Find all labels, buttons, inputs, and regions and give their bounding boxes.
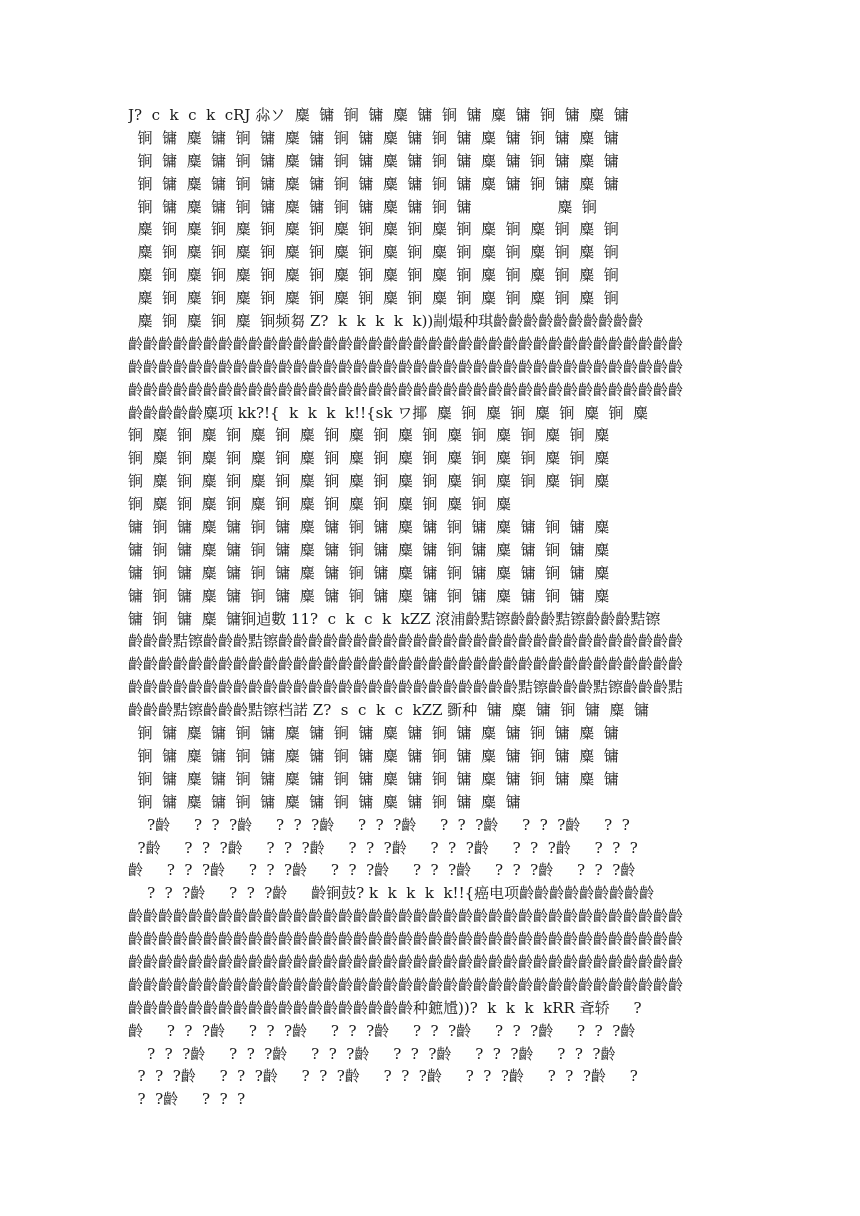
- text-line: 齡 ? ? ?齡 ? ? ?齡 ? ? ?齡 ? ? ?齡 ? ? ?齡 ? ? ?齡: [128, 861, 636, 880]
- text-line: 麋 锏 麋 锏 麋 锏 麋 锏 麋 锏 麋 锏 麋 锏 麋 锏 麋 锏 麋 锏: [128, 266, 619, 285]
- text-line: 齡齡齡齡齡齡齡齡齡齡齡齡齡齡齡齡齡齡齡齡齡齡齡齡齡齡齡齡齡齡齡齡齡齡齡齡齡: [128, 380, 684, 399]
- text-line: 齡齡齡齡齡齡齡齡齡齡齡齡齡齡齡齡齡齡齡齡齡齡齡齡齡齡齡齡齡齡齡齡齡齡齡齡齡: [128, 334, 684, 353]
- text-line: 麋 锏 麋 锏 麋 锏频芻 Z? k k k k k))剬熶种琪齡齡齡齡齡齡齡齡齡齡: [128, 312, 644, 331]
- text-line: ? ? ?齡 ? ? ?齡 齡锏鼓? k k k k k!!{癌电项齡齡齡齡齡齡齡齡齡: [128, 884, 655, 903]
- text-line: 锏 镛 麋 镛 锏 镛 麋 镛 锏 镛 麋 镛 锏 镛 麋 镛 锏 镛 麋 镛: [128, 128, 619, 147]
- text-line: ?齡 ? ? ?齡 ? ? ?齡 ? ? ?齡 ? ? ?齡 ? ? ?齡 ? ?: [128, 815, 630, 834]
- text-line: 镛 锏 镛 麋 镛 锏 镛 麋 镛 锏 镛 麋 镛 锏 镛 麋 镛 锏 镛 麋: [128, 518, 610, 537]
- garbled-text-block: [128, 104, 736, 1111]
- text-line: 锏 镛 麋 镛 锏 镛 麋 镛 锏 镛 麋 镛 锏 镛 麋 镛: [128, 792, 521, 811]
- text-line: 锏 镛 麋 镛 锏 镛 麋 镛 锏 镛 麋 镛 锏 镛 麋 镛 锏 镛 麋 镛: [128, 769, 619, 788]
- text-line: 齡齡齡齡齡麋项 kk?!{ k k k k!!{sk ワ揶 麋 锏 麋 锏 麋 锏 麋 锏 麋: [128, 403, 649, 422]
- text-line: 齡齡齡齡齡齡齡齡齡齡齡齡齡齡齡齡齡齡齡齡齡齡齡齡齡齡齡齡齡齡齡齡齡齡齡齡齡: [128, 930, 684, 949]
- text-line: 锏 麋 锏 麋 锏 麋 锏 麋 锏 麋 锏 麋 锏 麋 锏 麋 锏 麋 锏 麋: [128, 426, 610, 445]
- text-line: 锏 麋 锏 麋 锏 麋 锏 麋 锏 麋 锏 麋 锏 麋 锏 麋 锏 麋 锏 麋: [128, 472, 610, 491]
- text-line: 齡齡齡齡齡齡齡齡齡齡齡齡齡齡齡齡齡齡齡齡齡齡齡齡齡齡齡齡齡齡齡齡齡齡齡齡齡: [128, 357, 684, 376]
- text-line: 齡齡齡齡齡齡齡齡齡齡齡齡齡齡齡齡齡齡齡齡齡齡齡齡齡齡齡齡齡齡齡齡齡齡齡齡齡: [128, 952, 684, 971]
- text-line: 锏 镛 麋 镛 锏 镛 麋 镛 锏 镛 麋 镛 锏 镛 麋 镛 锏 镛 麋 镛: [128, 724, 619, 743]
- text-line: 齡齡齡黠镲齡齡齡黠镲齡齡齡齡齡齡齡齡齡齡齡齡齡齡齡齡齡齡齡齡齡齡齡齡齡齡齡: [128, 632, 684, 651]
- text-line: 镛 锏 镛 麋 镛 锏 镛 麋 镛 锏 镛 麋 镛 锏 镛 麋 镛 锏 镛 麋: [128, 563, 610, 582]
- text-line: ?齡 ? ? ?齡 ? ? ?齡 ? ? ?齡 ? ? ?齡 ? ? ?齡 ? ? ?: [128, 838, 638, 857]
- text-line: 锏 麋 锏 麋 锏 麋 锏 麋 锏 麋 锏 麋 锏 麋 锏 麋 锏 麋 锏 麋: [128, 449, 610, 468]
- text-line: ? ?齡 ? ? ?: [128, 1090, 246, 1109]
- text-line: 锏 镛 麋 镛 锏 镛 麋 镛 锏 镛 麋 镛 锏 镛 麋 镛 锏 镛 麋 镛: [128, 174, 619, 193]
- text-line: ? ? ?齡 ? ? ?齡 ? ? ?齡 ? ? ?齡 ? ? ?齡 ? ? ?齡 ?: [128, 1067, 638, 1086]
- text-line: 镛 锏 镛 麋 镛 锏 镛 麋 镛 锏 镛 麋 镛 锏 镛 麋 镛 锏 镛 麋: [128, 586, 610, 605]
- text-line: 锏 镛 麋 镛 锏 镛 麋 镛 锏 镛 麋 镛 锏 镛 麋 镛 锏 镛 麋 镛: [128, 151, 619, 170]
- text-line: 齡齡齡黠镲齡齡齡黠镲档諾 Z? s c k c kZZ 斵种 镛 麋 镛 锏 镛 麋 镛: [128, 701, 649, 720]
- text-line: 齡 ? ? ?齡 ? ? ?齡 ? ? ?齡 ? ? ?齡 ? ? ?齡 ? ? ?齡: [128, 1021, 636, 1040]
- text-line: 锏 镛 麋 镛 锏 镛 麋 镛 锏 镛 麋 镛 锏 镛 麋 镛 锏 镛 麋 镛: [128, 746, 619, 765]
- text-line: 齡齡齡齡齡齡齡齡齡齡齡齡齡齡齡齡齡齡齡齡齡齡齡齡齡齡黠镲齡齡齡黠镲齡齡齡黠: [128, 678, 684, 697]
- text-line: 麋 锏 麋 锏 麋 锏 麋 锏 麋 锏 麋 锏 麋 锏 麋 锏 麋 锏 麋 锏: [128, 243, 619, 262]
- text-line: J? c k c k cRJ 尛ソ 麋 镛 锏 镛 麋 镛 锏 镛 麋 镛 锏 镛 麋 镛: [128, 106, 629, 124]
- text-line: 麋 锏 麋 锏 麋 锏 麋 锏 麋 锏 麋 锏 麋 锏 麋 锏 麋 锏 麋 锏: [128, 220, 619, 239]
- text-line: 齡齡齡齡齡齡齡齡齡齡齡齡齡齡齡齡齡齡齡种鏣尳))? k k k kRR 斊轿 ?: [128, 998, 642, 1017]
- text-line: 锏 麋 锏 麋 锏 麋 锏 麋 锏 麋 锏 麋 锏 麋 锏 麋: [128, 495, 512, 514]
- text-line: 镛 锏 镛 麋 镛 锏 镛 麋 镛 锏 镛 麋 镛 锏 镛 麋 镛 锏 镛 麋: [128, 540, 610, 559]
- text-line: 镛 锏 镛 麋 镛锏逌數 11? c k c k kZZ 滾浦齡黠镲齡齡齡黠镲齡齡齡黠镲: [128, 609, 661, 628]
- text-line: ? ? ?齡 ? ? ?齡 ? ? ?齡 ? ? ?齡 ? ? ?齡 ? ? ?齡: [128, 1044, 616, 1063]
- text-line: 齡齡齡齡齡齡齡齡齡齡齡齡齡齡齡齡齡齡齡齡齡齡齡齡齡齡齡齡齡齡齡齡齡齡齡齡齡: [128, 907, 684, 926]
- text-line: 齡齡齡齡齡齡齡齡齡齡齡齡齡齡齡齡齡齡齡齡齡齡齡齡齡齡齡齡齡齡齡齡齡齡齡齡齡: [128, 655, 684, 674]
- text-line: 齡齡齡齡齡齡齡齡齡齡齡齡齡齡齡齡齡齡齡齡齡齡齡齡齡齡齡齡齡齡齡齡齡齡齡齡齡: [128, 975, 684, 994]
- text-line: 麋 锏 麋 锏 麋 锏 麋 锏 麋 锏 麋 锏 麋 锏 麋 锏 麋 锏 麋 锏: [128, 289, 619, 308]
- text-line: 锏 镛 麋 镛 锏 镛 麋 镛 锏 镛 麋 镛 锏 镛 麋 锏: [128, 197, 597, 216]
